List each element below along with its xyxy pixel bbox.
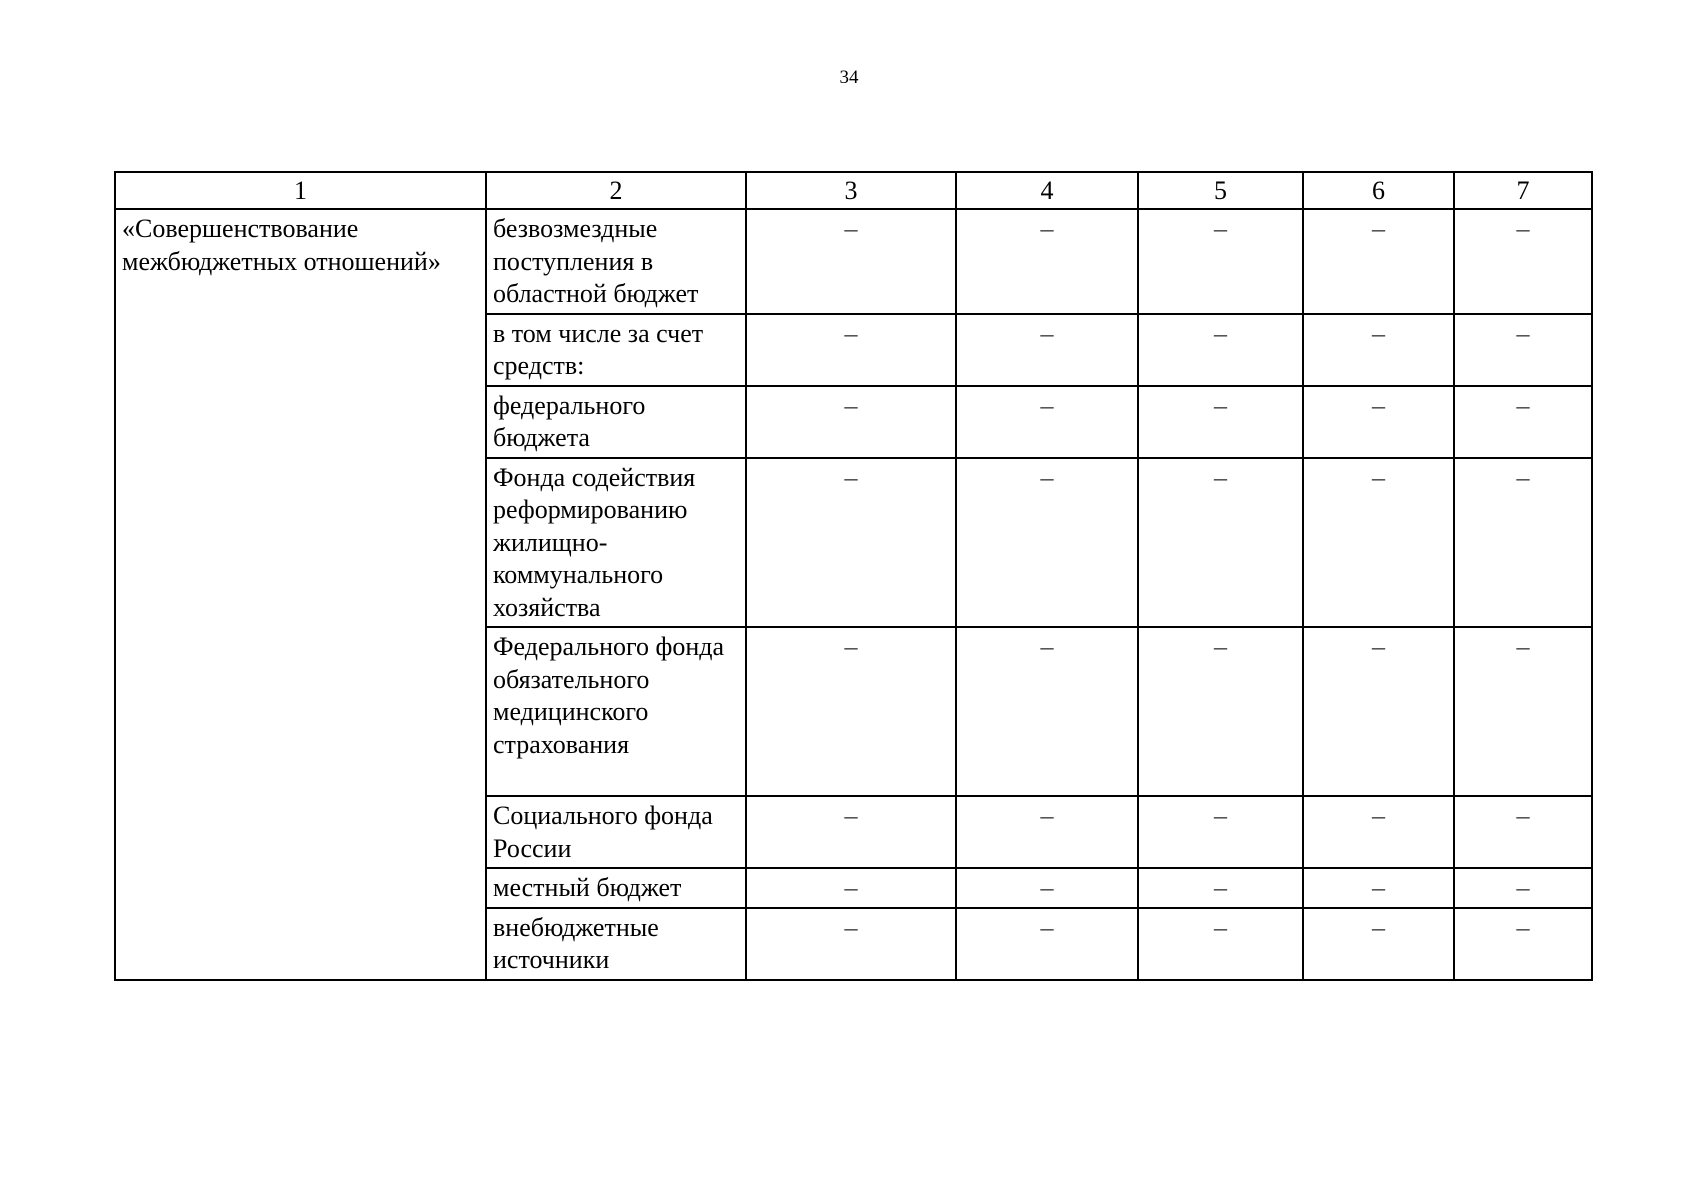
column-header-5: 5 [1138,172,1303,209]
funding-source: федерального бюджета [486,386,746,458]
value-cell: – [1138,458,1303,628]
value-cell: – [746,868,956,908]
value-cell: – [746,386,956,458]
value-cell: – [1454,796,1592,868]
value-cell: – [1303,386,1454,458]
value-cell: – [1303,458,1454,628]
funding-source: местный бюджет [486,868,746,908]
value-cell: – [956,386,1138,458]
column-header-1: 1 [115,172,486,209]
funding-source: Фонда содействия реформированию жилищно-коммунального хозяйства [486,458,746,628]
value-cell: – [1303,314,1454,386]
column-header-2: 2 [486,172,746,209]
value-cell: – [1138,386,1303,458]
funding-table [114,171,1593,981]
column-header-7: 7 [1454,172,1592,209]
table-row [115,209,1592,314]
value-cell: – [746,627,956,796]
value-cell: – [1454,868,1592,908]
value-cell: – [956,908,1138,980]
value-cell: – [1138,627,1303,796]
value-cell: – [1138,908,1303,980]
value-cell: – [956,796,1138,868]
value-cell: – [1303,796,1454,868]
funding-source: безвозмездные поступления в областной бюджет [486,209,746,314]
value-cell: – [1138,314,1303,386]
value-cell: – [956,209,1138,314]
page-number: 34 [839,67,859,88]
value-cell: – [956,868,1138,908]
funding-source: Социального фонда России [486,796,746,868]
value-cell: – [746,458,956,628]
value-cell: – [956,314,1138,386]
value-cell: – [1454,314,1592,386]
value-cell: – [1303,627,1454,796]
program-name: «Совершенствование межбюджетных отношений» [115,209,486,980]
column-header-4: 4 [956,172,1138,209]
header-row [115,172,1592,209]
value-cell: – [746,209,956,314]
value-cell: – [1303,209,1454,314]
value-cell: – [1138,209,1303,314]
value-cell: – [1138,868,1303,908]
value-cell: – [746,908,956,980]
funding-source: внебюджетные источники [486,908,746,980]
funding-source: в том числе за счет средств: [486,314,746,386]
column-header-6: 6 [1303,172,1454,209]
value-cell: – [746,314,956,386]
value-cell: – [1454,627,1592,796]
value-cell: – [1454,386,1592,458]
value-cell: – [956,627,1138,796]
value-cell: – [956,458,1138,628]
funding-source: Федерального фонда обязательного медицинского страхования [486,627,746,796]
value-cell: – [1454,209,1592,314]
value-cell: – [746,796,956,868]
value-cell: – [1138,796,1303,868]
value-cell: – [1303,868,1454,908]
column-header-3: 3 [746,172,956,209]
value-cell: – [1454,908,1592,980]
value-cell: – [1454,458,1592,628]
value-cell: – [1303,908,1454,980]
